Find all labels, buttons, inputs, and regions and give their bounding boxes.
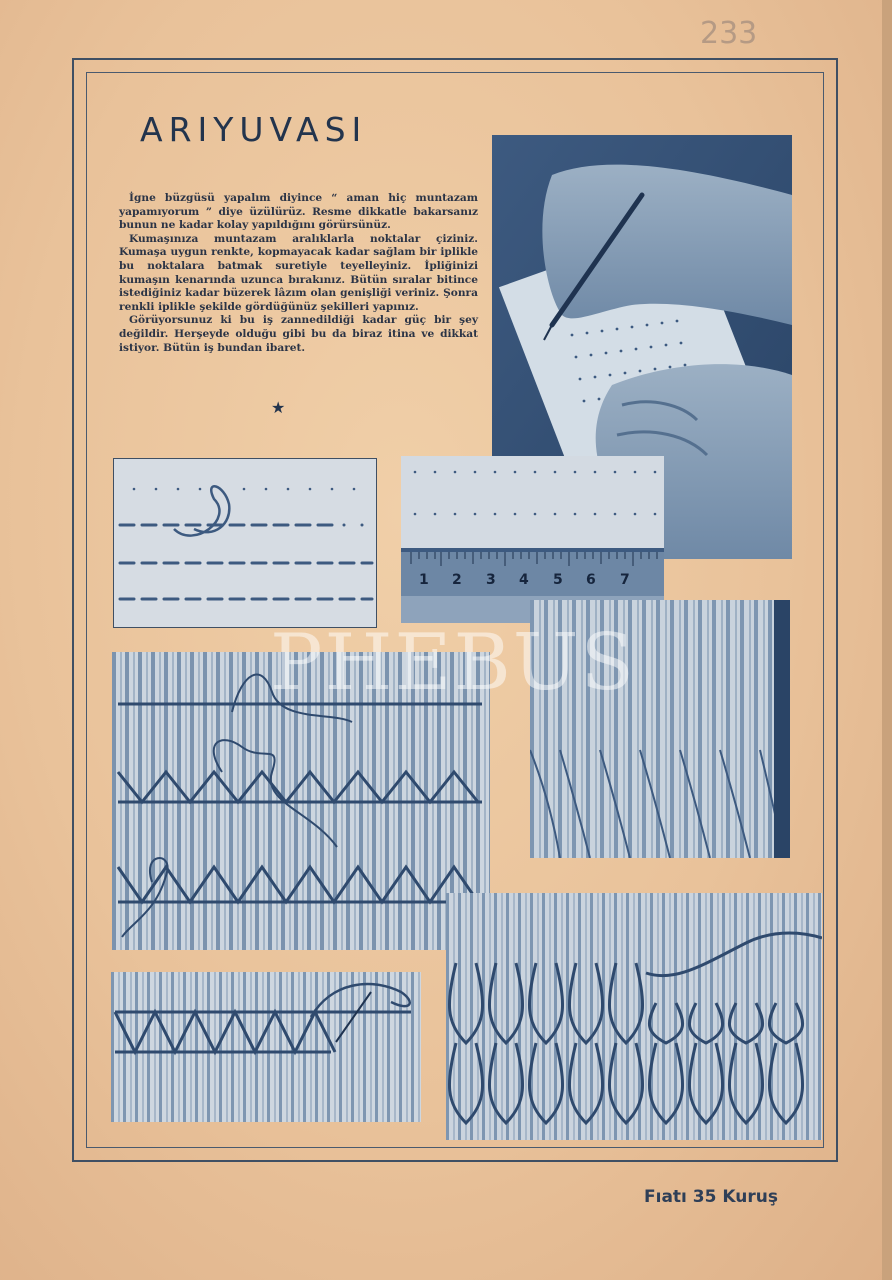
paragraph-2: Kumaşınıza muntazam aralıklarla noktalar çiziniz. Kumaşa uygun renkte, kopmayacak kadar sağlam bir iplikle bu noktalara batmak suretiyle teyelleyiniz. İpliğinizi kumaşın kenarında uzunca bırakınız. Bütün sıralar bitince istediğiniz kadar büzerek lâzım olan genişliği veriniz. Şonra renkli iplikle şekilde gördüğünüz şekilleri yapınız. [119, 232, 478, 313]
article-title: ARIYUVASI [140, 110, 368, 149]
running-stitch-photo [113, 458, 377, 628]
ruler-number: 7 [620, 572, 630, 588]
ruler-number: 4 [519, 572, 529, 588]
paragraph-1: İgne büzgüsü yapalım diyince “ aman hiç muntazam yapamıyorum ” diye üzülürüz. Resme dikkatle bakarsanız bunun ne kadar kolay yapıldığını görürsünüz. [119, 192, 478, 232]
ruler-photo [401, 456, 664, 623]
ruler-number: 3 [486, 572, 496, 588]
ruler-number: 5 [553, 572, 563, 588]
ruler-number: 6 [586, 572, 596, 588]
page-edge [882, 0, 892, 1280]
watermark: PHEBUS [270, 618, 636, 708]
price-label: Fıatı 35 Kuruş [644, 1187, 778, 1207]
paragraph-3: Görüyorsunuz ki bu iş zannedildiği kadar güç bir şey değildir. Herşeyde olduğu gibi bu da biraz itina ve dikkat istiyor. Bütün iş bundan ibaret. [119, 314, 478, 354]
ruler-number: 2 [452, 572, 462, 588]
article-body [119, 192, 478, 355]
ruler-number: 1 [419, 572, 429, 588]
star-separator: ★ [271, 398, 286, 417]
zigzag-stitch-photo [111, 972, 421, 1122]
honeycomb-finished-photo [446, 893, 822, 1140]
handwritten-number: 233 [700, 16, 758, 51]
